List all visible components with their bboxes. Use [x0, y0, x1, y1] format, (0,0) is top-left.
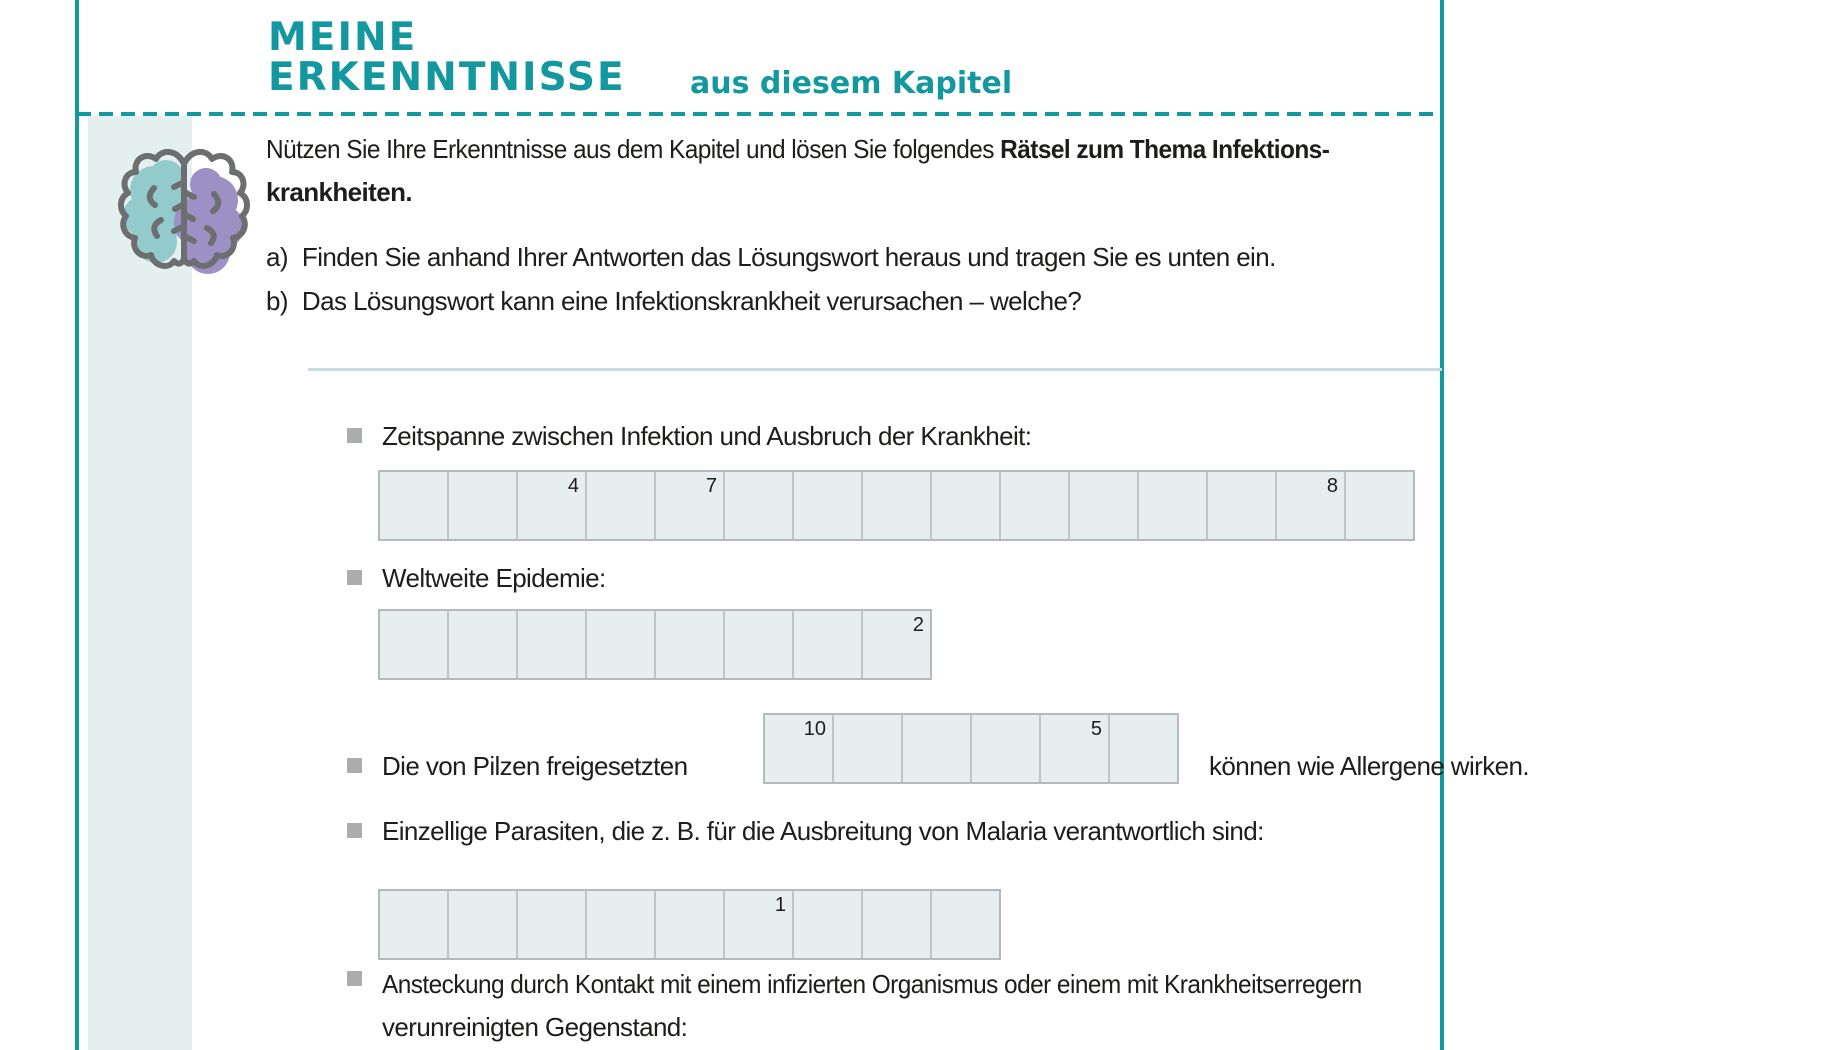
clue-1-text: Zeitspanne zwischen Infektion und Ausbruch der Krankheit: — [382, 421, 1032, 451]
cell-number-label: 4 — [567, 475, 579, 497]
clue-2-text: Weltweite Epidemie: — [382, 563, 606, 593]
clue-4 — [347, 815, 1264, 848]
clue-1 — [347, 420, 1031, 453]
section-separator-line — [308, 368, 1442, 371]
item-b-label: b) — [266, 286, 288, 316]
square-bullet-icon — [347, 823, 362, 838]
puzzle-letter-cell[interactable] — [972, 715, 1041, 782]
cell-number-label: 5 — [1090, 718, 1102, 740]
puzzle-letter-cell[interactable] — [449, 611, 518, 678]
item-a-label: a) — [266, 242, 288, 272]
right-page-border — [1440, 0, 1444, 1050]
puzzle-letter-cell[interactable] — [449, 891, 518, 958]
dashed-divider — [77, 112, 1441, 116]
cell-number-label: 1 — [774, 894, 786, 916]
puzzle-letter-cell[interactable] — [834, 715, 903, 782]
puzzle-letter-cell[interactable] — [518, 891, 587, 958]
clue-5 — [347, 963, 1424, 1049]
puzzle-letter-cell[interactable] — [656, 472, 725, 539]
clue-4-text: Einzellige Parasiten, die z. B. für die Ausbreitung von Malaria verantwortlich sind: — [382, 816, 1264, 846]
puzzle-letter-cell[interactable] — [765, 715, 834, 782]
instruction-item-b — [266, 285, 1081, 318]
puzzle-letter-cell[interactable] — [1139, 472, 1208, 539]
square-bullet-icon — [347, 971, 362, 986]
page-subtitle: aus diesem Kapitel — [690, 66, 1013, 101]
puzzle-letter-cell[interactable] — [725, 891, 794, 958]
brain-icon — [114, 132, 254, 284]
clue-3 — [347, 750, 687, 783]
answer-grid-1 — [378, 470, 1415, 541]
puzzle-letter-cell[interactable] — [587, 891, 656, 958]
puzzle-letter-cell[interactable] — [587, 472, 656, 539]
clue-3-text-after: können wie Allergene wirken. — [1209, 751, 1529, 781]
puzzle-letter-cell[interactable] — [1277, 472, 1346, 539]
answer-grid-4 — [378, 889, 1001, 960]
puzzle-letter-cell[interactable] — [903, 715, 972, 782]
puzzle-letter-cell[interactable] — [863, 611, 930, 678]
intro-line2: krankheiten. — [266, 177, 412, 207]
puzzle-letter-cell[interactable] — [1110, 715, 1177, 782]
clue-5-line2: verunreinigten Gegenstand: — [382, 1012, 688, 1042]
square-bullet-icon — [347, 758, 362, 773]
instruction-item-a — [266, 241, 1276, 274]
puzzle-letter-cell[interactable] — [656, 611, 725, 678]
left-page-border — [75, 0, 79, 1050]
puzzle-letter-cell[interactable] — [656, 891, 725, 958]
page-title-line1: MEINE — [268, 15, 418, 60]
square-bullet-icon — [347, 570, 362, 585]
square-bullet-icon — [347, 428, 362, 443]
puzzle-letter-cell[interactable] — [794, 891, 863, 958]
item-a-text: Finden Sie anhand Ihrer Antworten das Lösungswort heraus und tragen Sie es unten ein. — [301, 242, 1276, 272]
cell-number-label: 10 — [803, 718, 826, 740]
cell-number-label: 7 — [705, 475, 717, 497]
puzzle-letter-cell[interactable] — [932, 891, 999, 958]
puzzle-letter-cell[interactable] — [518, 611, 587, 678]
item-b-text: Das Lösungswort kann eine Infektionskrankheit verursachen – welche? — [301, 286, 1082, 316]
answer-grid-3 — [763, 713, 1179, 784]
puzzle-letter-cell[interactable] — [380, 472, 449, 539]
cell-number-label: 2 — [912, 614, 924, 636]
clue-2 — [347, 562, 606, 595]
puzzle-letter-cell[interactable] — [1041, 715, 1110, 782]
puzzle-letter-cell[interactable] — [794, 611, 863, 678]
puzzle-letter-cell[interactable] — [932, 472, 1001, 539]
puzzle-letter-cell[interactable] — [449, 472, 518, 539]
puzzle-letter-cell[interactable] — [1208, 472, 1277, 539]
intro-paragraph — [266, 128, 1397, 214]
puzzle-letter-cell[interactable] — [518, 472, 587, 539]
cell-number-label: 8 — [1326, 475, 1338, 497]
puzzle-letter-cell[interactable] — [1070, 472, 1139, 539]
clue-5-line1: Ansteckung durch Kontakt mit einem infizierten Organismus oder einem mit Krankheitserregern — [382, 969, 1362, 999]
clue-3-text-before: Die von Pilzen freigesetzten — [382, 751, 688, 781]
puzzle-letter-cell[interactable] — [863, 891, 932, 958]
intro-line1: Nützen Sie Ihre Erkenntnisse aus dem Kapitel und lösen Sie folgendes Rätsel zum Thema Infektions- — [266, 134, 1330, 164]
puzzle-letter-cell[interactable] — [725, 611, 794, 678]
puzzle-letter-cell[interactable] — [1346, 472, 1413, 539]
puzzle-letter-cell[interactable] — [380, 611, 449, 678]
puzzle-letter-cell[interactable] — [725, 472, 794, 539]
puzzle-letter-cell[interactable] — [587, 611, 656, 678]
puzzle-letter-cell[interactable] — [380, 891, 449, 958]
page-title-line2: ERKENNTNISSE — [268, 55, 626, 100]
puzzle-letter-cell[interactable] — [863, 472, 932, 539]
answer-grid-2 — [378, 609, 932, 680]
puzzle-letter-cell[interactable] — [1001, 472, 1070, 539]
puzzle-letter-cell[interactable] — [794, 472, 863, 539]
